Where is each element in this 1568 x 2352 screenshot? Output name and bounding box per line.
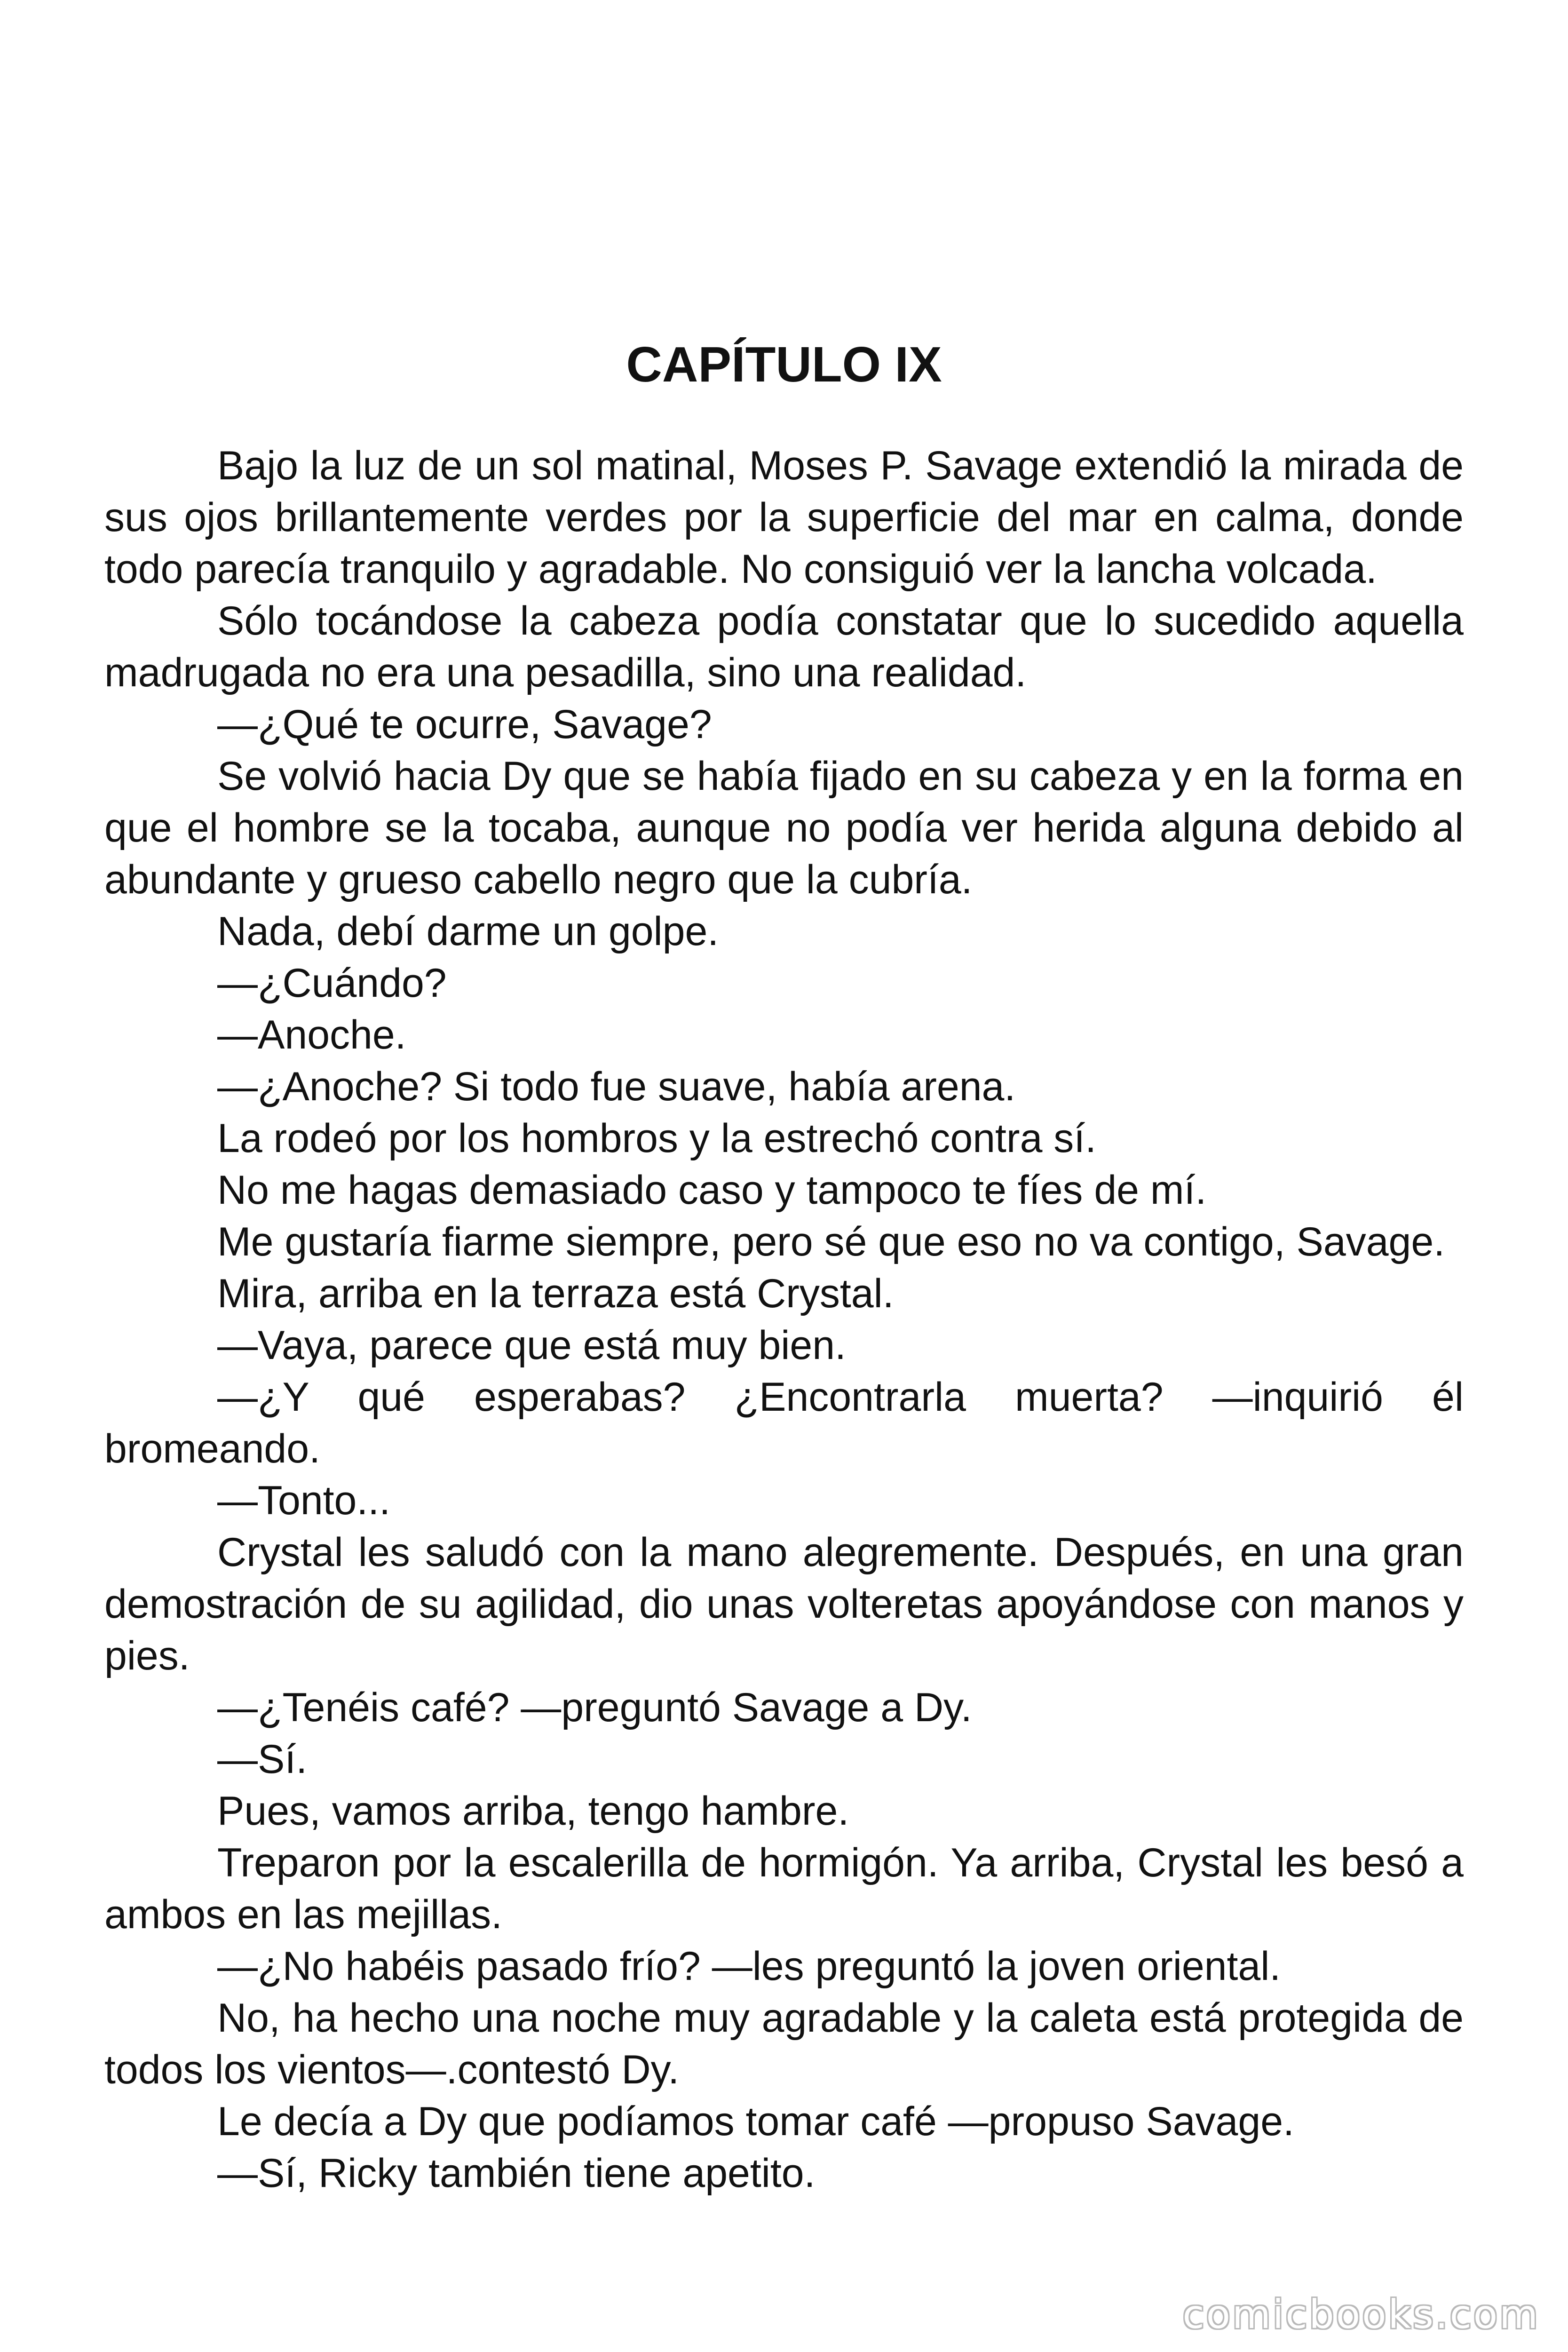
paragraph: No me hagas demasiado caso y tampoco te fíes de mí. bbox=[217, 1168, 1207, 1213]
paragraph: —¿Qué te ocurre, Savage? bbox=[217, 702, 712, 747]
paragraph: Bajo la luz de un sol matinal, Moses P. Savage extendió la mirada de sus ojos brillantemente verdes por la superficie del mar en calma, donde todo parecía tranquilo y agradable. No consiguió ver la lancha volcada. bbox=[104, 443, 1464, 592]
paragraph: —¿Cuándo? bbox=[217, 961, 447, 1006]
paragraph: Sólo tocándose la cabeza podía constatar que lo sucedido aquella madrugada no era una pesadilla, sino una realidad. bbox=[104, 598, 1464, 695]
watermark: comicbooks.com bbox=[1182, 2291, 1540, 2337]
paragraph: —Sí, Ricky también tiene apetito. bbox=[217, 2151, 816, 2196]
paragraph: Nada, debí darme un golpe. bbox=[217, 909, 719, 954]
paragraph: Crystal les saludó con la mano alegremente. Después, en una gran demostración de su agilidad, dio unas volteretas apoyándose con manos y pies. bbox=[104, 1530, 1464, 1678]
paragraph: La rodeó por los hombros y la estrechó contra sí. bbox=[217, 1116, 1097, 1161]
paragraph: —¿Y qué esperabas? ¿Encontrarla muerta? —inquirió él bromeando. bbox=[104, 1375, 1464, 1471]
paragraph: Me gustaría fiarme siempre, pero sé que eso no va contigo, Savage. bbox=[217, 1219, 1445, 1264]
paragraph: —Vaya, parece que está muy bien. bbox=[217, 1323, 846, 1368]
paragraph: Le decía a Dy que podíamos tomar café —propuso Savage. bbox=[217, 2099, 1294, 2144]
chapter-body bbox=[104, 440, 1464, 2199]
paragraph: —¿Anoche? Si todo fue suave, había arena. bbox=[217, 1064, 1016, 1109]
paragraph: —¿No habéis pasado frío? —les preguntó la joven oriental. bbox=[217, 1944, 1281, 1989]
paragraph: —Sí. bbox=[217, 1737, 308, 1782]
paragraph: Mira, arriba en la terraza está Crystal. bbox=[217, 1271, 894, 1316]
paragraph: —¿Tenéis café? —preguntó Savage a Dy. bbox=[217, 1685, 972, 1730]
chapter-title: CAPÍTULO IX bbox=[626, 337, 942, 392]
paragraph: No, ha hecho una noche muy agradable y la caleta está protegida de todos los vientos—.contestó Dy. bbox=[104, 1995, 1464, 2092]
paragraph: Se volvió hacia Dy que se había fijado en su cabeza y en la forma en que el hombre se la tocaba, aunque no podía ver herida alguna debido al abundante y grueso cabello negro que la cubría. bbox=[104, 754, 1464, 902]
paragraph: —Tonto... bbox=[217, 1478, 391, 1523]
paragraph: Treparon por la escalerilla de hormigón. Ya arriba, Crystal les besó a ambos en las mejillas. bbox=[104, 1840, 1464, 1937]
paragraph: —Anoche. bbox=[217, 1012, 406, 1057]
paragraph: Pues, vamos arriba, tengo hambre. bbox=[217, 1788, 849, 1834]
